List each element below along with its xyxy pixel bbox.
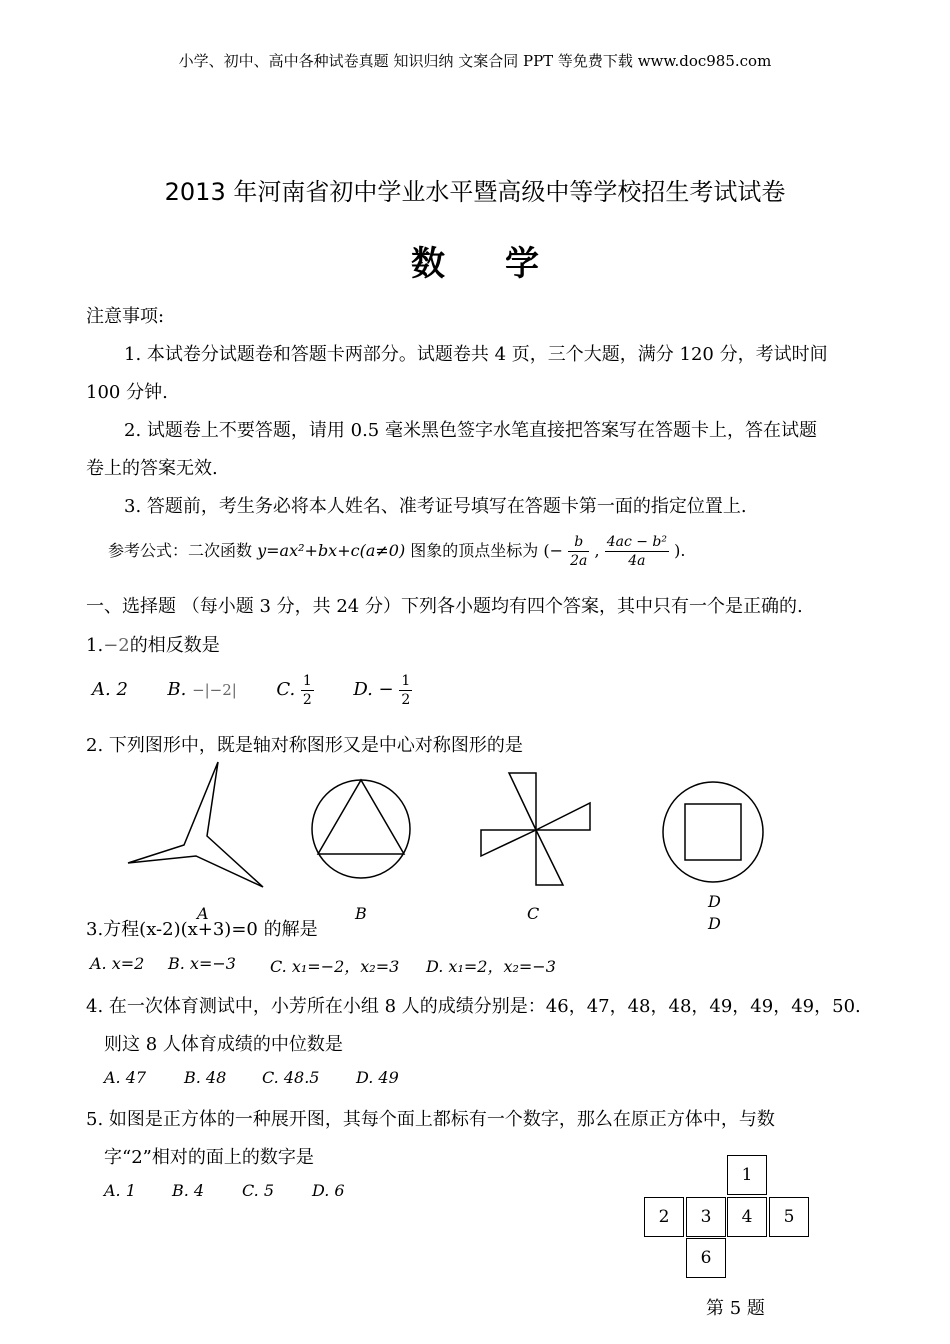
formula-function: y=ax²+bx+c(a≠0) (257, 541, 406, 560)
net-cell-5: 5 (769, 1197, 809, 1237)
net-cell-6: 6 (686, 1238, 726, 1278)
formula-prefix: 参考公式：二次函数 (108, 541, 253, 560)
q4-option-a: A. 47 (104, 1068, 147, 1087)
q5-option-b: B. 4 (172, 1181, 205, 1200)
q4-option-d: D. 49 (356, 1068, 399, 1087)
q1-c-denominator: 2 (302, 691, 312, 708)
q3-option-a: A. x=2 (90, 954, 145, 973)
formula-close: ). (674, 541, 686, 560)
q1-value: −2 (103, 635, 130, 656)
net-cell-1: 1 (727, 1155, 767, 1195)
vertex-x-numerator: b (568, 533, 589, 552)
figure-label-d-repeat: D (708, 914, 721, 933)
q4-option-b: B. 48 (184, 1068, 227, 1087)
reference-formula (108, 532, 685, 570)
q1-option-b-label: B. (167, 679, 187, 700)
q1-stem-text: 的相反数是 (129, 635, 220, 656)
q1-option-a: A. 2 (92, 679, 128, 700)
q1-number: 1. (86, 635, 104, 656)
figure-label-a: A (197, 904, 209, 923)
q1-option-d-label: D. − (353, 679, 394, 700)
question-5-stem-line-2: 字“2”相对的面上的数字是 (104, 1147, 314, 1168)
q5-option-c: C. 5 (242, 1181, 275, 1200)
figure-5-caption: 第 5 题 (706, 1298, 765, 1319)
vertex-y-denominator: 4a (628, 553, 646, 569)
question-4-stem-line-2: 则这 8 人体育成绩的中位数是 (104, 1034, 343, 1055)
q1-c-numerator: 1 (302, 672, 312, 689)
formula-open: (− (543, 541, 564, 560)
q5-option-d: D. 6 (312, 1181, 345, 1200)
vertex-x-fraction (568, 533, 589, 570)
note-2-line-2: 卷上的答案无效. (86, 458, 218, 479)
q1-option-c-fraction (301, 672, 314, 709)
note-1-line-1: 1. 本试卷分试题卷和答题卡两部分。试题卷共 4 页，三个大题，满分 120 分，考试时间 (124, 344, 828, 365)
q1-option-d-fraction (399, 672, 412, 709)
subject-title: 数学 (411, 244, 599, 284)
vertex-y-fraction (605, 533, 669, 570)
q1-d-numerator: 1 (401, 672, 411, 689)
figure-c-windmill (481, 773, 590, 885)
vertex-y-numerator: 4ac − b² (606, 534, 667, 550)
notes-heading: 注意事项: (86, 306, 165, 327)
q3-option-d: D. x₁=2，x₂=−3 (426, 957, 556, 976)
question-5-stem-line-1: 5. 如图是正方体的一种展开图，其每个面上都标有一个数字，那么在原正方体中，与数 (86, 1109, 775, 1130)
figure-label-b: B (355, 904, 367, 923)
q3-option-b: B. x=−3 (168, 954, 236, 973)
page-header: 小学、初中、高中各种试卷真题 知识归纳 文案合同 PPT 等免费下载 www.doc985.com (178, 52, 772, 70)
net-cell-4: 4 (727, 1197, 767, 1237)
net-cell-3: 3 (686, 1197, 726, 1237)
exam-title: 2013 年河南省初中学业水平暨高级中等学校招生考试试卷 (164, 178, 786, 206)
q4-option-c: C. 48.5 (262, 1068, 320, 1087)
note-3: 3. 答题前，考生务必将本人姓名、准考证号填写在答题卡第一面的指定位置上. (124, 496, 747, 517)
question-1-options (92, 668, 412, 712)
figure-a-pinwheel (128, 762, 263, 887)
question-3-stem: 3.方程(x-2)(x+3)=0 的解是 (86, 919, 318, 940)
figure-label-c: C (527, 904, 540, 923)
figure-b-circle-triangle (312, 780, 410, 878)
formula-mid: 图象的顶点坐标为 (410, 541, 539, 560)
q1-option-b-value: −|−2| (192, 681, 237, 699)
note-1-line-2: 100 分钟. (86, 382, 168, 403)
question-1-stem (86, 631, 220, 657)
q5-option-a: A. 1 (104, 1181, 136, 1200)
section-1-heading: 一、选择题 （每小题 3 分，共 24 分）下列各小题均有四个答案，其中只有一个是正确的. (86, 596, 803, 617)
figure-d-circle-square (663, 782, 763, 882)
q3-option-c: C. x₁=−2，x₂=3 (270, 957, 400, 976)
note-2-line-1: 2. 试题卷上不要答题，请用 0.5 毫米黑色签字水笔直接把答案写在答题卡上，答在试题 (124, 420, 817, 441)
net-cell-2: 2 (644, 1197, 684, 1237)
q2-figures (0, 750, 950, 900)
vertex-x-denominator: 2a (570, 553, 588, 569)
question-4-stem-line-1: 4. 在一次体育测试中，小芳所在小组 8 人的成绩分别是：46，47，48，48，49，49，49，50. (86, 996, 861, 1017)
question-2-stem: 2. 下列图形中，既是轴对称图形又是中心对称图形的是 (86, 735, 523, 756)
q1-option-c-label: C. (276, 679, 296, 700)
formula-comma: , (594, 541, 600, 560)
figure-label-d: D (708, 892, 721, 911)
q1-d-denominator: 2 (401, 691, 411, 708)
